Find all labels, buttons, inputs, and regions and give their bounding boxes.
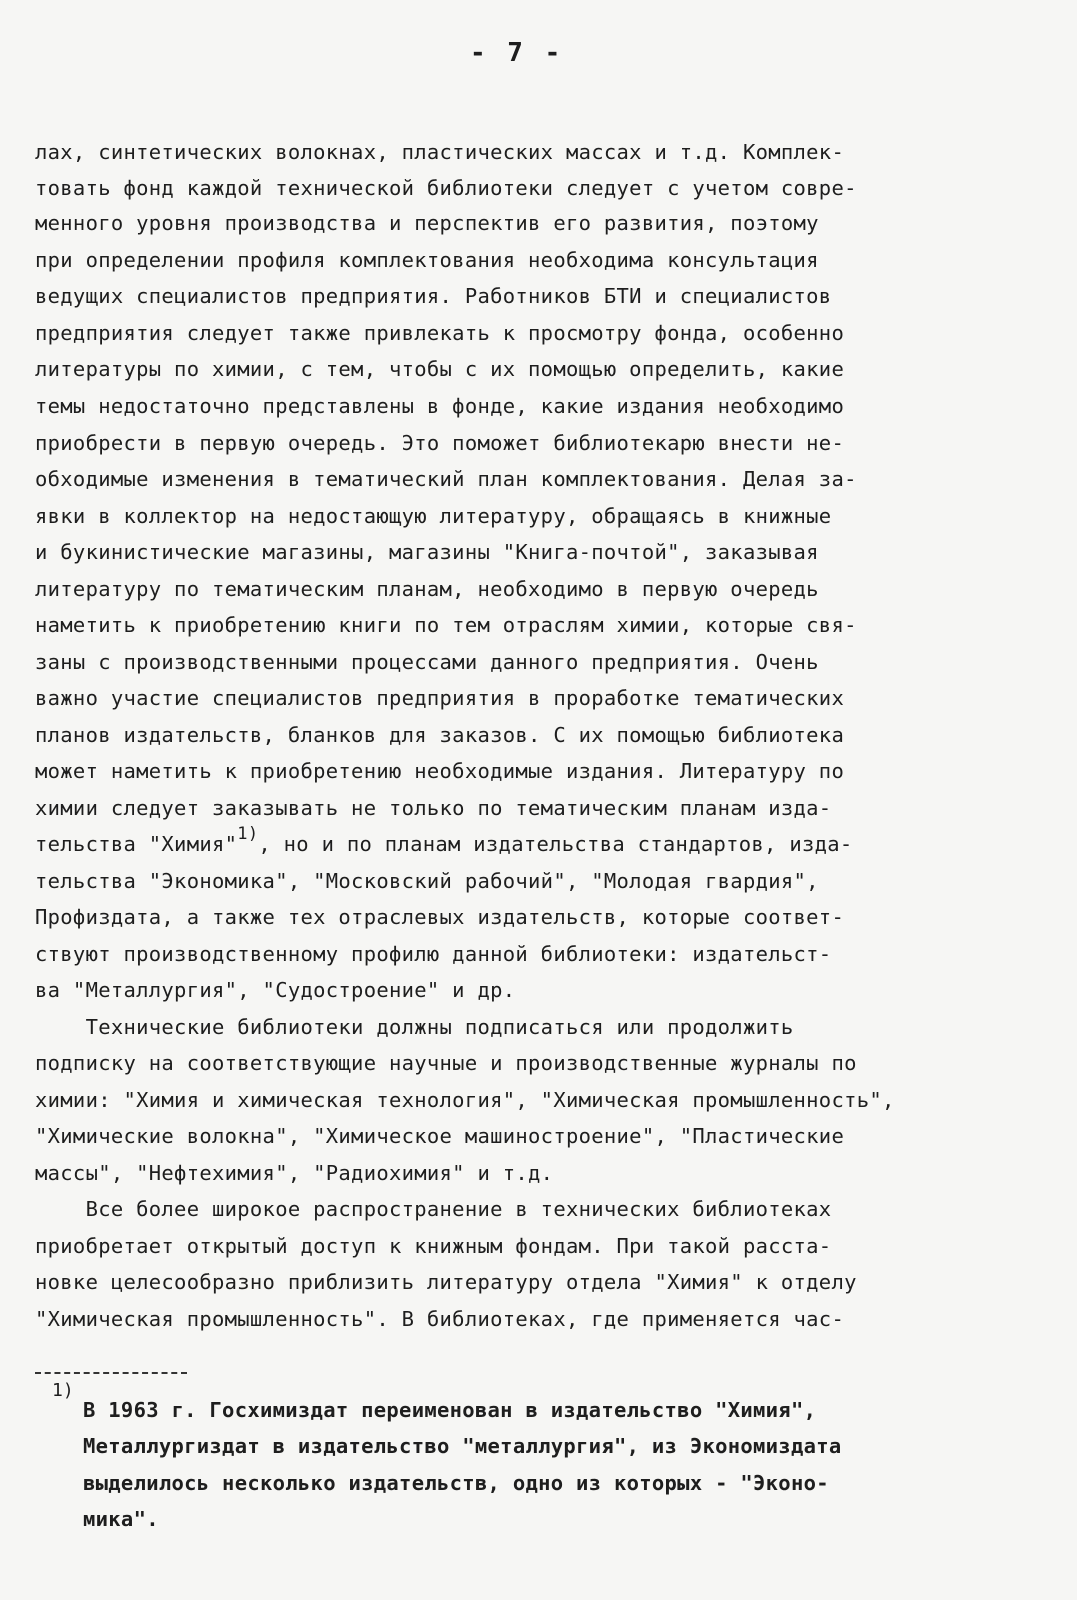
text-line: важно участие специалистов предприятия в проработке тематических [35, 686, 845, 710]
text-line: Технические библиотеки должны подписаться или продолжить [35, 1015, 794, 1039]
text-line: химии: "Химия и химическая технология", "Химическая промышленность", [35, 1088, 895, 1112]
text-line: менного уровня производства и перспектив его развития, поэтому [35, 211, 819, 235]
footnote-line: В 1963 г. Госхимиздат переименован в издательство "Химия", [83, 1398, 817, 1422]
text-line: при определении профиля комплектования необходима консультация [35, 248, 819, 272]
text-line: темы недостаточно представлены в фонде, какие издания необходимо [35, 394, 845, 418]
text-line: литературу по тематическим планам, необходимо в первую очередь [35, 577, 819, 601]
text-line: "Химические волокна", "Химическое машиностроение", "Пластические [35, 1124, 845, 1148]
footnote-divider [35, 1372, 187, 1374]
text-line: приобретает открытый доступ к книжным фондам. При такой расста- [35, 1234, 832, 1258]
text-line: ствуют производственному профилю данной библиотеки: издательст- [35, 942, 832, 966]
text-line: обходимые изменения в тематический план комплектования. Делая за- [35, 467, 857, 491]
text-line: лах, синтетических волокнах, пластических массах и т.д. Комплек- [35, 140, 845, 164]
footnote-reference[interactable]: 1) [237, 824, 259, 844]
text-line: литературы по химии, с тем, чтобы с их помощью определить, какие [35, 357, 845, 381]
text-segment: , но и по планам издательства стандартов, изда- [258, 832, 853, 856]
footnote-mark: 1) [52, 1380, 74, 1401]
text-line: Профиздата, а также тех отраслевых издательств, которые соответ- [35, 905, 845, 929]
text-line: заны с производственными процессами данного предприятия. Очень [35, 650, 819, 674]
text-line-with-footnote-ref [35, 824, 853, 858]
text-line: новке целесообразно приблизить литературу отдела "Химия" к отделу [35, 1270, 857, 1294]
footnote-line: выделилось несколько издательств, одно из которых - "Эконо- [83, 1471, 829, 1495]
text-line: товать фонд каждой технической библиотеки следует с учетом совре- [35, 176, 857, 200]
page-number: - 7 - [470, 38, 564, 68]
text-line: "Химическая промышленность". В библиотеках, где применяется час- [35, 1307, 845, 1331]
text-line: ведущих специалистов предприятия. Работников БТИ и специалистов [35, 284, 832, 308]
text-line: может наметить к приобретению необходимые издания. Литературу по [35, 759, 845, 783]
footnote-line: Металлургиздат в издательство "металлургия", из Экономиздата [83, 1434, 842, 1458]
footnote-line: мика". [83, 1507, 159, 1531]
text-line: наметить к приобретению книги по тем отраслям химии, которые свя- [35, 613, 857, 637]
text-line: и букинистические магазины, магазины "Книга-почтой", заказывая [35, 540, 819, 564]
text-segment: тельства "Химия" [35, 832, 238, 856]
text-line: тельства "Экономика", "Московский рабочий", "Молодая гвардия", [35, 869, 819, 893]
text-line: предприятия следует также привлекать к просмотру фонда, особенно [35, 321, 845, 345]
text-line: явки в коллектор на недостающую литературу, обращаясь в книжные [35, 504, 832, 528]
text-line: Все более широкое распространение в технических библиотеках [35, 1197, 832, 1221]
text-line: массы", "Нефтехимия", "Радиохимия" и т.д. [35, 1161, 554, 1185]
text-line: планов издательств, бланков для заказов. С их помощью библиотека [35, 723, 845, 747]
text-line: ва "Металлургия", "Судостроение" и др. [35, 978, 516, 1002]
text-line: подписку на соответствующие научные и производственные журналы по [35, 1051, 857, 1075]
text-line: химии следует заказывать не только по тематическим планам изда- [35, 796, 832, 820]
text-line: приобрести в первую очередь. Это поможет библиотекарю внести не- [35, 431, 845, 455]
